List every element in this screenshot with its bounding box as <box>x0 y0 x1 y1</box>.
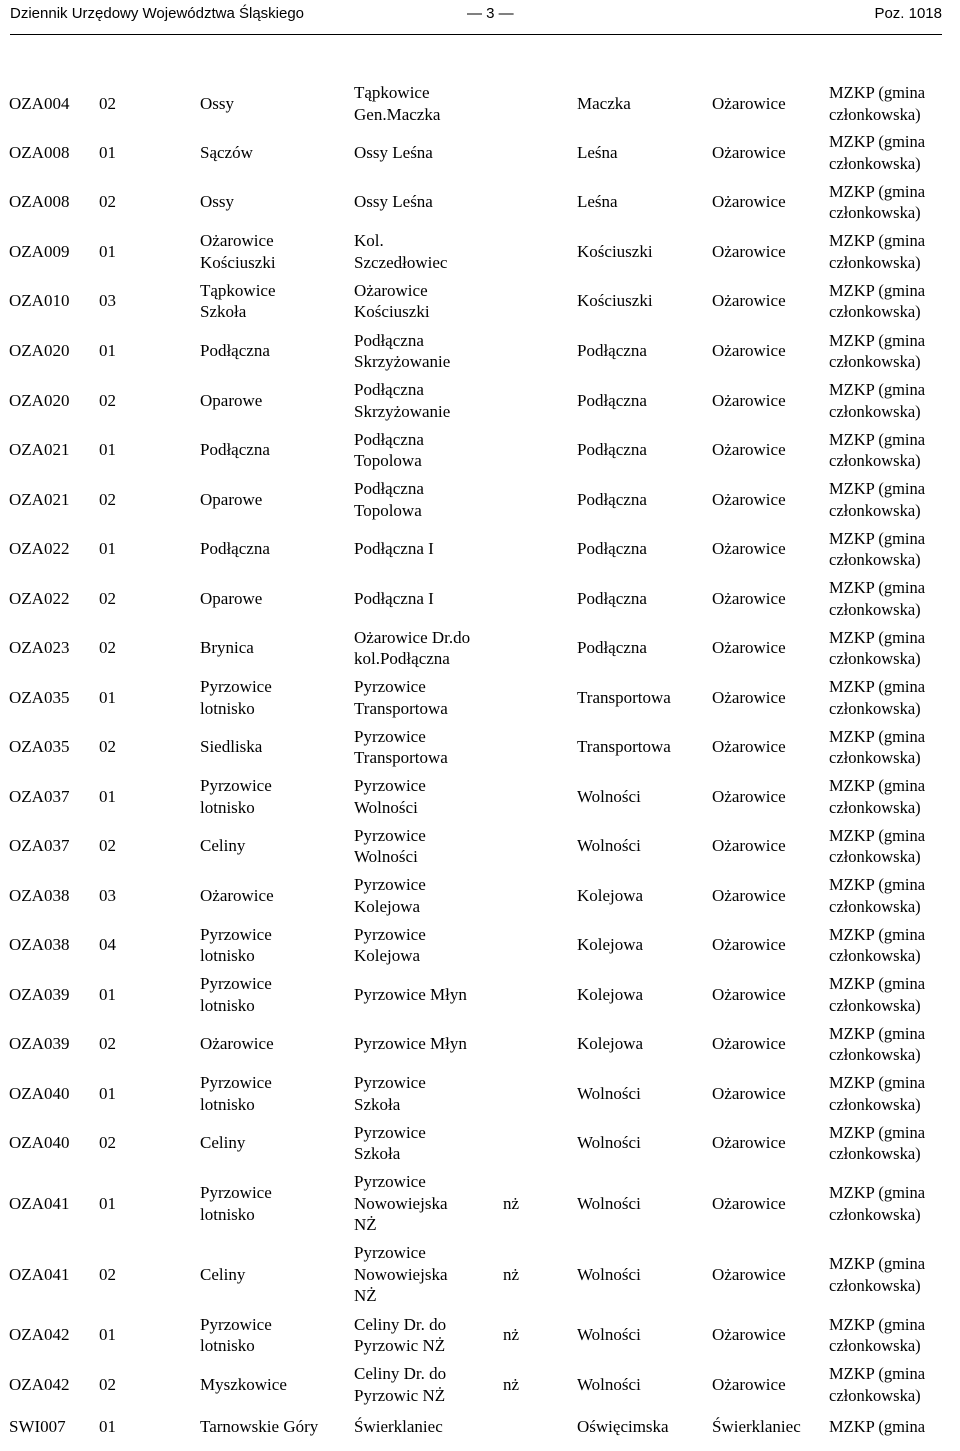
stop-number-cell: 01 <box>99 687 116 707</box>
street-cell: Kolejowa <box>577 885 644 905</box>
route-from-cell: Tarnowskie Góry <box>200 1416 319 1436</box>
table-row <box>0 128 960 177</box>
stop-number-cell: 02 <box>99 93 116 113</box>
table-row <box>0 920 960 970</box>
on-request-cell <box>497 326 571 376</box>
stop-code-cell: OZA038 <box>9 935 70 955</box>
operator-cell: MZKP (gmina członkowska) <box>829 825 926 866</box>
route-to-cell: Pyrzowice Kolejowa <box>354 875 426 916</box>
stop-code-cell: OZA040 <box>9 1083 70 1103</box>
route-from-cell: Podłączna <box>200 341 270 361</box>
municipality-cell: Ożarowice <box>712 885 786 905</box>
table-row <box>0 1360 960 1409</box>
municipality-cell: Ożarowice <box>712 390 786 410</box>
route-from-cell: Celiny <box>200 1264 246 1284</box>
operator-cell: MZKP (gmina członkowska) <box>829 479 926 520</box>
route-to-cell: Pyrzowice Kolejowa <box>354 924 426 965</box>
route-from-cell: Pyrzowice lotnisko <box>200 776 272 817</box>
stop-code-cell: OZA008 <box>9 142 70 162</box>
operator-cell: MZKP (gmina członkowska) <box>829 974 926 1015</box>
stop-number-cell: 01 <box>99 1083 116 1103</box>
route-from-cell: Brynica <box>200 638 254 658</box>
table-row <box>0 475 960 524</box>
municipality-cell: Ożarowice <box>712 93 786 113</box>
route-from-cell: Pyrzowice lotnisko <box>200 974 272 1015</box>
on-request-cell <box>497 376 571 425</box>
stop-number-cell: 02 <box>99 836 116 856</box>
stop-number-cell: 02 <box>99 390 116 410</box>
table-row <box>0 1239 960 1310</box>
route-to-cell: Tąpkowice Gen.Maczka <box>354 83 441 124</box>
street-cell: Kolejowa <box>577 1034 644 1054</box>
route-from-cell: Podłączna <box>200 539 270 559</box>
municipality-cell: Ożarowice <box>712 341 786 361</box>
table-row <box>0 821 960 871</box>
route-from-cell: Pyrzowice lotnisko <box>200 1073 272 1114</box>
on-request-cell <box>497 673 571 722</box>
on-request-cell <box>497 177 571 227</box>
stop-code-cell: OZA008 <box>9 192 70 212</box>
routes-table-body <box>0 79 960 1444</box>
route-from-cell: Celiny <box>200 1133 246 1153</box>
route-from-cell: Myszkowice <box>200 1374 287 1394</box>
stop-number-cell: 01 <box>99 1416 116 1436</box>
municipality-cell: Ożarowice <box>712 440 786 460</box>
municipality-cell: Ożarowice <box>712 489 786 509</box>
on-request-cell <box>497 1409 571 1444</box>
operator-cell: MZKP (gmina członkowska) <box>829 875 926 916</box>
on-request-cell <box>497 920 571 970</box>
stop-code-cell: OZA004 <box>9 93 70 113</box>
stop-number-cell: 02 <box>99 489 116 509</box>
table-row <box>0 524 960 574</box>
route-from-cell: Pyrzowice lotnisko <box>200 677 272 718</box>
stop-code-cell: OZA039 <box>9 984 70 1004</box>
operator-cell: MZKP (gmina członkowska) <box>829 1183 926 1224</box>
stop-number-cell: 01 <box>99 341 116 361</box>
route-from-cell: Ożarowice <box>200 885 274 905</box>
stop-number-cell: 02 <box>99 1034 116 1054</box>
table-row <box>0 1409 960 1444</box>
route-from-cell: Siedliska <box>200 737 263 757</box>
operator-cell: MZKP (gmina członkowska) <box>829 429 926 470</box>
municipality-cell: Ożarowice <box>712 687 786 707</box>
table-row <box>0 1310 960 1360</box>
stop-code-cell: OZA038 <box>9 885 70 905</box>
route-from-cell: Tąpkowice Szkoła <box>200 280 276 321</box>
operator-cell: MZKP (gmina członkowska) <box>829 1073 926 1114</box>
stop-code-cell: OZA022 <box>9 588 70 608</box>
stop-number-cell: 04 <box>99 935 116 955</box>
route-to-cell: Pyrzowice Młyn <box>354 984 467 1004</box>
route-from-cell: Pyrzowice lotnisko <box>200 924 272 965</box>
on-request-cell <box>497 1069 571 1118</box>
operator-cell: MZKP (gmina członkowska) <box>829 83 926 124</box>
route-to-cell: Pyrzowice Transportowa <box>354 677 448 718</box>
street-cell: Oświęcimska <box>577 1416 669 1436</box>
street-cell: Leśna <box>577 192 618 212</box>
operator-cell: MZKP (gmina członkowska) <box>829 578 926 619</box>
stop-code-cell: OZA042 <box>9 1325 70 1345</box>
table-row <box>0 177 960 227</box>
route-to-cell: Podłączna I <box>354 588 434 608</box>
municipality-cell: Ożarowice <box>712 836 786 856</box>
table-row <box>0 623 960 673</box>
stop-number-cell: 02 <box>99 1374 116 1394</box>
route-from-cell: Ożarowice <box>200 1034 274 1054</box>
street-cell: Podłączna <box>577 588 647 608</box>
on-request-cell <box>497 425 571 475</box>
municipality-cell: Świerklaniec <box>712 1416 801 1436</box>
journal-title: Dziennik Urzędowy Województwa Śląskiego <box>10 5 305 22</box>
on-request-cell: nż <box>503 1374 520 1394</box>
stop-code-cell: OZA020 <box>9 390 70 410</box>
operator-cell: MZKP (gmina członkowska) <box>829 380 926 421</box>
stop-number-cell: 01 <box>99 786 116 806</box>
table-row <box>0 1168 960 1239</box>
stop-number-cell: 02 <box>99 638 116 658</box>
stop-code-cell: OZA010 <box>9 291 70 311</box>
on-request-cell <box>497 475 571 524</box>
operator-cell: MZKP (gmina członkowska) <box>829 1254 926 1295</box>
street-cell: Wolności <box>577 1133 641 1153</box>
route-from-cell: Oparowe <box>200 390 263 410</box>
stop-number-cell: 02 <box>99 1264 116 1284</box>
operator-cell: MZKP (gmina członkowska) <box>829 330 926 371</box>
street-cell: Kolejowa <box>577 935 644 955</box>
municipality-cell: Ożarowice <box>712 1133 786 1153</box>
route-to-cell: Podłączna Skrzyżowanie <box>354 380 451 421</box>
municipality-cell: Ożarowice <box>712 737 786 757</box>
route-to-cell: Podłączna Topolowa <box>354 479 424 520</box>
table-row <box>0 276 960 326</box>
operator-cell: MZKP (gmina członkowska) <box>829 1023 926 1064</box>
on-request-cell <box>497 722 571 772</box>
on-request-cell <box>497 128 571 177</box>
street-cell: Podłączna <box>577 539 647 559</box>
stop-number-cell: 02 <box>99 737 116 757</box>
operator-cell: MZKP (gmina członkowska) <box>829 528 926 569</box>
stop-number-cell: 01 <box>99 1325 116 1345</box>
operator-cell: MZKP (gmina <box>829 1416 926 1436</box>
on-request-cell <box>497 1019 571 1069</box>
stop-code-cell: OZA040 <box>9 1133 70 1153</box>
municipality-cell: Ożarowice <box>712 1034 786 1054</box>
on-request-cell <box>497 623 571 673</box>
municipality-cell: Ożarowice <box>712 1374 786 1394</box>
operator-cell: MZKP (gmina członkowska) <box>829 627 926 668</box>
on-request-cell <box>497 821 571 871</box>
route-from-cell: Celiny <box>200 836 246 856</box>
route-to-cell: Celiny Dr. do Pyrzowic NŻ <box>354 1364 447 1405</box>
operator-cell: MZKP (gmina członkowska) <box>829 181 926 222</box>
route-from-cell: Oparowe <box>200 489 263 509</box>
route-from-cell: Ossy <box>200 93 235 113</box>
municipality-cell: Ożarowice <box>712 241 786 261</box>
position-number: Poz. 1018 <box>874 5 942 22</box>
stop-number-cell: 01 <box>99 1193 116 1213</box>
street-cell: Wolności <box>577 1325 641 1345</box>
street-cell: Leśna <box>577 142 618 162</box>
table-row <box>0 1019 960 1069</box>
table-row <box>0 772 960 821</box>
street-cell: Podłączna <box>577 489 647 509</box>
stop-code-cell: OZA035 <box>9 737 70 757</box>
municipality-cell: Ożarowice <box>712 1325 786 1345</box>
route-to-cell: Kol. Szczedłowiec <box>354 231 448 272</box>
stop-code-cell: OZA042 <box>9 1374 70 1394</box>
stop-code-cell: OZA023 <box>9 638 70 658</box>
municipality-cell: Ożarowice <box>712 291 786 311</box>
on-request-cell <box>497 276 571 326</box>
operator-cell: MZKP (gmina członkowska) <box>829 776 926 817</box>
table-row <box>0 376 960 425</box>
route-to-cell: Ożarowice Dr.do kol.Podłączna <box>354 627 471 668</box>
route-to-cell: Ossy Leśna <box>354 142 433 162</box>
street-cell: Podłączna <box>577 390 647 410</box>
municipality-cell: Ożarowice <box>712 935 786 955</box>
stop-number-cell: 02 <box>99 1133 116 1153</box>
street-cell: Kościuszki <box>577 241 653 261</box>
stop-code-cell: OZA022 <box>9 539 70 559</box>
street-cell: Wolności <box>577 1083 641 1103</box>
table-row <box>0 1069 960 1118</box>
stop-code-cell: OZA037 <box>9 836 70 856</box>
routes-table <box>0 79 960 1444</box>
street-cell: Podłączna <box>577 638 647 658</box>
street-cell: Kościuszki <box>577 291 653 311</box>
street-cell: Wolności <box>577 1264 641 1284</box>
stop-number-cell: 01 <box>99 984 116 1004</box>
municipality-cell: Ożarowice <box>712 1193 786 1213</box>
stop-code-cell: OZA020 <box>9 341 70 361</box>
route-from-cell: Pyrzowice lotnisko <box>200 1183 272 1224</box>
page-header <box>0 0 960 40</box>
header-rule <box>10 34 942 35</box>
route-to-cell: Podłączna Skrzyżowanie <box>354 330 451 371</box>
table-row <box>0 425 960 475</box>
route-to-cell: Pyrzowice Wolności <box>354 825 426 866</box>
operator-cell: MZKP (gmina członkowska) <box>829 1122 926 1163</box>
street-cell: Podłączna <box>577 440 647 460</box>
table-row <box>0 79 960 128</box>
route-to-cell: Pyrzowice Wolności <box>354 776 426 817</box>
operator-cell: MZKP (gmina członkowska) <box>829 231 926 272</box>
on-request-cell <box>497 871 571 920</box>
municipality-cell: Ożarowice <box>712 539 786 559</box>
operator-cell: MZKP (gmina członkowska) <box>829 924 926 965</box>
street-cell: Transportowa <box>577 687 671 707</box>
route-to-cell: Ożarowice Kościuszki <box>354 280 430 321</box>
stop-number-cell: 03 <box>99 291 116 311</box>
route-to-cell: Pyrzowice Szkoła <box>354 1122 426 1163</box>
stop-number-cell: 02 <box>99 588 116 608</box>
municipality-cell: Ożarowice <box>712 786 786 806</box>
route-from-cell: Oparowe <box>200 588 263 608</box>
on-request-cell: nż <box>503 1264 520 1284</box>
stop-number-cell: 03 <box>99 885 116 905</box>
route-from-cell: Podłączna <box>200 440 270 460</box>
on-request-cell <box>497 574 571 623</box>
table-row <box>0 673 960 722</box>
operator-cell: MZKP (gmina członkowska) <box>829 280 926 321</box>
on-request-cell <box>497 1118 571 1168</box>
stop-number-cell: 01 <box>99 142 116 162</box>
stop-number-cell: 01 <box>99 440 116 460</box>
stop-number-cell: 01 <box>99 539 116 559</box>
municipality-cell: Ożarowice <box>712 1083 786 1103</box>
route-to-cell: Podłączna Topolowa <box>354 429 424 470</box>
route-to-cell: Ossy Leśna <box>354 192 433 212</box>
route-to-cell: Pyrzowice Młyn <box>354 1034 467 1054</box>
table-row <box>0 722 960 772</box>
table-row <box>0 1118 960 1168</box>
route-to-cell: Pyrzowice Nowowiejska NŻ <box>354 1172 448 1235</box>
table-row <box>0 970 960 1019</box>
stop-code-cell: OZA035 <box>9 687 70 707</box>
municipality-cell: Ożarowice <box>712 1264 786 1284</box>
municipality-cell: Ożarowice <box>712 588 786 608</box>
stop-code-cell: OZA041 <box>9 1264 70 1284</box>
operator-cell: MZKP (gmina członkowska) <box>829 726 926 767</box>
route-to-cell: Pyrzowice Transportowa <box>354 726 448 767</box>
street-cell: Podłączna <box>577 341 647 361</box>
route-from-cell: Sączów <box>200 142 253 162</box>
stop-code-cell: OZA009 <box>9 241 70 261</box>
stop-number-cell: 02 <box>99 192 116 212</box>
street-cell: Transportowa <box>577 737 671 757</box>
route-to-cell: Świerklaniec <box>354 1416 443 1436</box>
operator-cell: MZKP (gmina członkowska) <box>829 132 926 173</box>
table-row <box>0 326 960 376</box>
on-request-cell <box>497 227 571 276</box>
route-from-cell: Ossy <box>200 192 235 212</box>
page-number: — 3 — <box>467 5 514 22</box>
route-to-cell: Celiny Dr. do Pyrzowic NŻ <box>354 1314 447 1355</box>
on-request-cell <box>497 970 571 1019</box>
operator-cell: MZKP (gmina członkowska) <box>829 677 926 718</box>
stop-code-cell: OZA037 <box>9 786 70 806</box>
route-from-cell: Ożarowice Kościuszki <box>200 231 276 272</box>
street-cell: Wolności <box>577 1374 641 1394</box>
stop-code-cell: OZA021 <box>9 440 70 460</box>
table-row <box>0 871 960 920</box>
operator-cell: MZKP (gmina członkowska) <box>829 1314 926 1355</box>
route-to-cell: Pyrzowice Szkoła <box>354 1073 426 1114</box>
on-request-cell <box>497 772 571 821</box>
operator-cell: MZKP (gmina członkowska) <box>829 1364 926 1405</box>
route-to-cell: Pyrzowice Nowowiejska NŻ <box>354 1243 448 1306</box>
stop-code-cell: OZA041 <box>9 1193 70 1213</box>
stop-code-cell: OZA039 <box>9 1034 70 1054</box>
stop-code-cell: SWI007 <box>9 1416 66 1436</box>
on-request-cell: nż <box>503 1193 520 1213</box>
municipality-cell: Ożarowice <box>712 192 786 212</box>
municipality-cell: Ożarowice <box>712 984 786 1004</box>
municipality-cell: Ożarowice <box>712 638 786 658</box>
street-cell: Maczka <box>577 93 631 113</box>
on-request-cell: nż <box>503 1325 520 1345</box>
route-from-cell: Pyrzowice lotnisko <box>200 1314 272 1355</box>
table-row <box>0 227 960 276</box>
table-row <box>0 574 960 623</box>
street-cell: Wolności <box>577 1193 641 1213</box>
street-cell: Wolności <box>577 836 641 856</box>
street-cell: Kolejowa <box>577 984 644 1004</box>
municipality-cell: Ożarowice <box>712 142 786 162</box>
street-cell: Wolności <box>577 786 641 806</box>
stop-number-cell: 01 <box>99 241 116 261</box>
stop-code-cell: OZA021 <box>9 489 70 509</box>
on-request-cell <box>497 524 571 574</box>
on-request-cell <box>497 79 571 128</box>
route-to-cell: Podłączna I <box>354 539 434 559</box>
